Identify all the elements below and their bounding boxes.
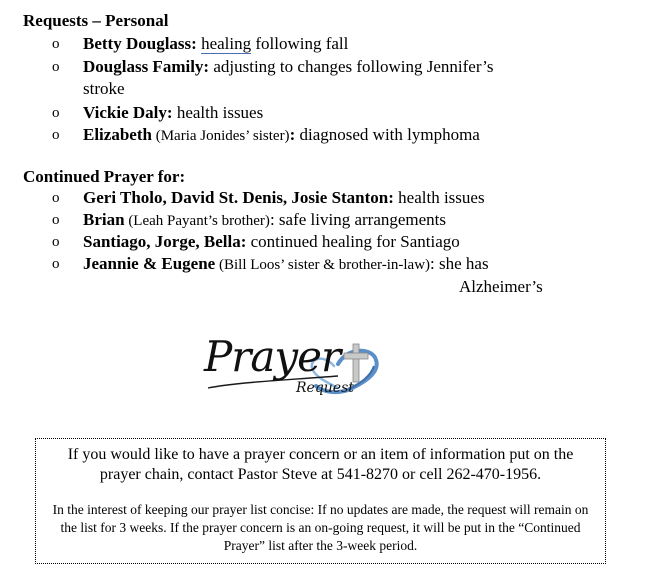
- request-detail: diagnosed with lymphoma: [295, 125, 480, 144]
- bullet: o: [52, 36, 60, 52]
- bullet: o: [52, 127, 60, 143]
- request-note: (Bill Loos’ sister & brother-in-law): [215, 257, 431, 273]
- request-detail-continued: Alzheimer’s: [459, 277, 543, 296]
- notice-box: [35, 438, 606, 564]
- request-name: Santiago, Jorge, Bella:: [83, 232, 247, 251]
- personal-requests-heading: Requests – Personal: [23, 11, 169, 30]
- bullet: o: [52, 234, 60, 250]
- request-detail: continued healing for Santiago: [246, 232, 460, 251]
- logo-word: Prayer: [204, 332, 341, 381]
- request-detail: adjusting to changes following Jennifer’s: [209, 57, 494, 76]
- request-colon: :: [289, 125, 296, 144]
- request-name: Geri Tholo, David St. Denis, Josie Stanton:: [83, 188, 394, 207]
- continued-prayer-heading: Continued Prayer for:: [23, 167, 186, 186]
- bullet: o: [52, 105, 60, 121]
- request-name: Elizabeth: [83, 125, 152, 144]
- request-detail: health issues: [172, 103, 264, 122]
- bullet: o: [52, 59, 60, 75]
- request-name: Douglass Family:: [83, 57, 210, 76]
- bullet: o: [52, 212, 60, 228]
- bullet: o: [52, 190, 60, 206]
- request-detail: health issues: [393, 188, 485, 207]
- request-detail-continued: stroke: [83, 79, 125, 98]
- request-detail: : she has: [430, 254, 489, 273]
- request-name: Brian: [83, 210, 125, 229]
- policy-text: In the interest of keeping our prayer list concise: If no updates are made, the request will remain on the list for 3 weeks. If the prayer concern is an on-going request, it will be put in the “Continued Prayer” list after the 3-week period.: [52, 502, 589, 553]
- request-detail: following fall: [251, 34, 349, 53]
- list-item: [52, 56, 612, 100]
- request-name: Jeannie & Eugene: [83, 254, 216, 273]
- contact-info: If you would like to have a prayer concern or an item of information put on the prayer chain, contact Pastor Steve at 541-8270 or cell 262-470-1956.: [67, 446, 574, 483]
- request-underlined-word: healing: [201, 34, 252, 53]
- list-item: [52, 253, 612, 297]
- request-detail: : safe living arrangements: [269, 210, 447, 229]
- request-name: Vickie Daly:: [83, 103, 173, 122]
- request-name: Betty Douglass:: [83, 34, 197, 53]
- bullet: o: [52, 256, 60, 272]
- logo-subword: Request: [296, 380, 354, 396]
- request-note: (Leah Payant’s brother): [124, 213, 270, 229]
- request-note: (Maria Jonides’ sister): [151, 128, 290, 144]
- prayer-request-logo: [198, 332, 408, 414]
